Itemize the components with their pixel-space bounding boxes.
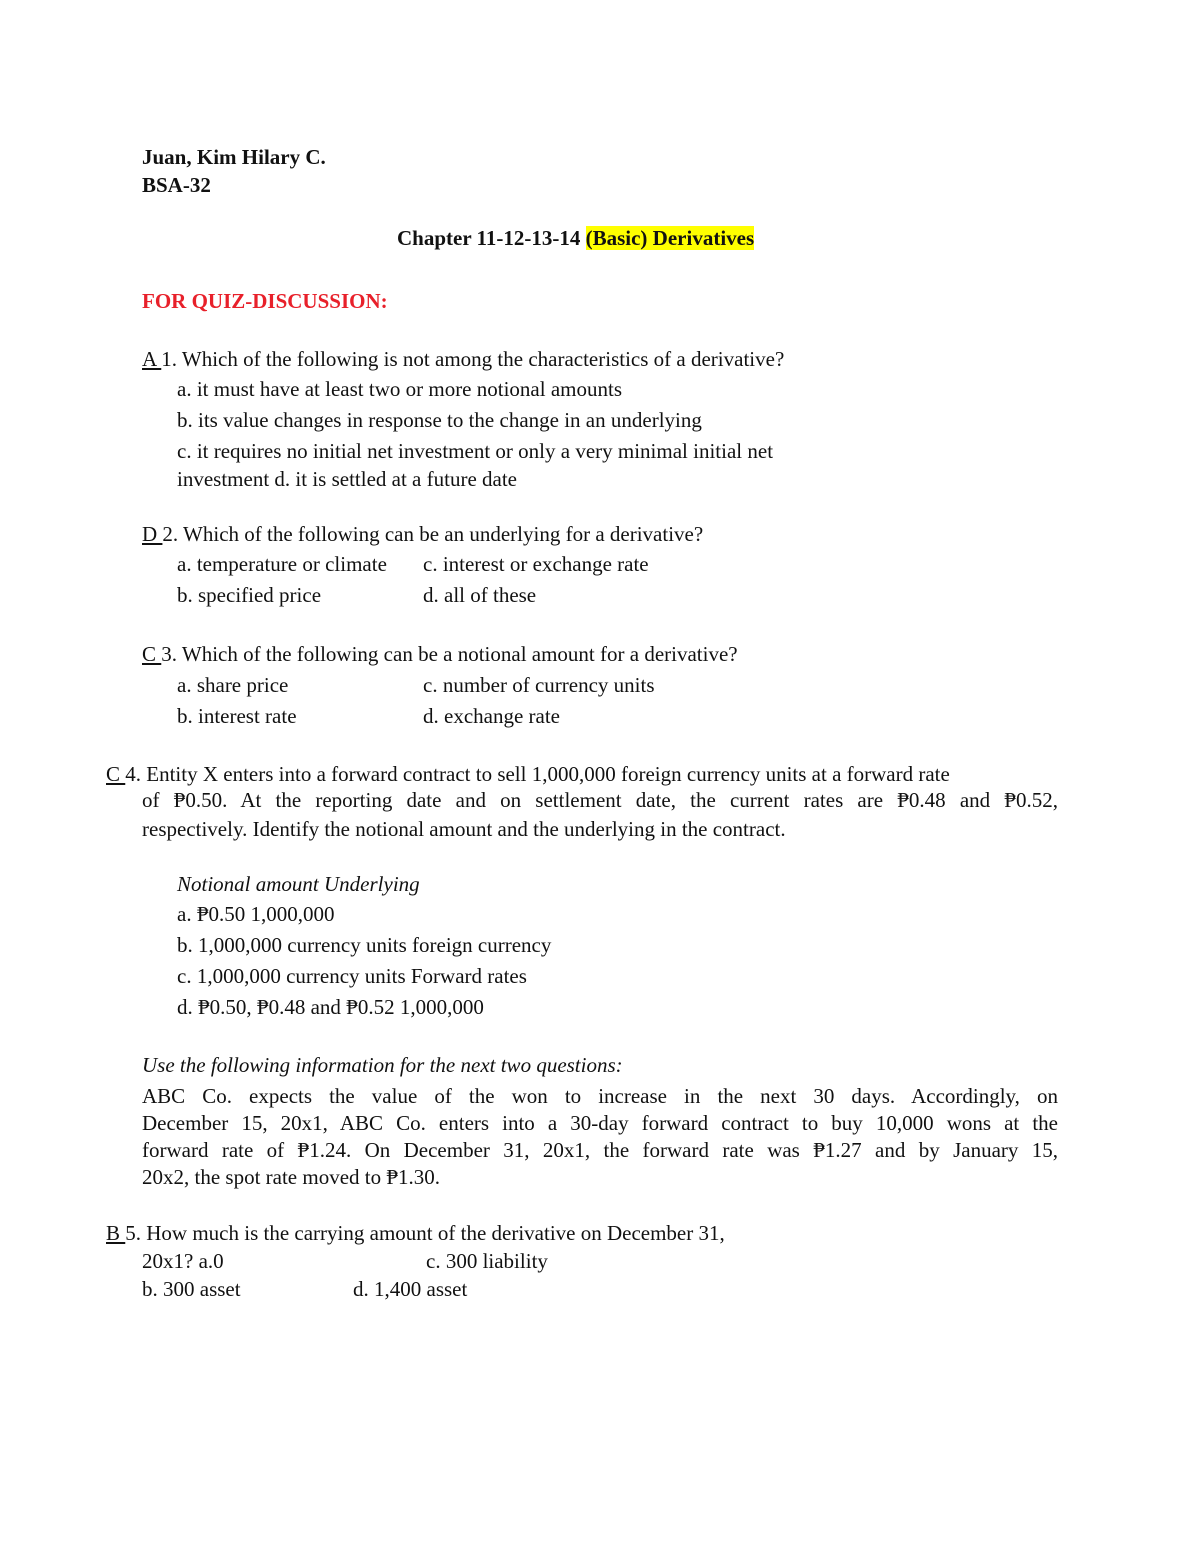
info-line-2: December 15, 20x1, ABC Co. enters into a 30-day forward contract to buy 10,000 wons at the xyxy=(142,1111,1058,1135)
title-highlight: (Basic) Derivatives xyxy=(585,226,755,250)
q1-option-a: a. it must have at least two or more notional amounts xyxy=(177,377,622,401)
q1-option-c-d: investment d. it is settled at a future date xyxy=(177,467,517,491)
answer-mark: D xyxy=(142,522,163,546)
student-name: Juan, Kim Hilary C. xyxy=(142,145,326,169)
q1-option-b: b. its value changes in response to the change in an underlying xyxy=(177,408,702,432)
info-line-1: ABC Co. expects the value of the won to increase in the next 30 days. Accordingly, on xyxy=(142,1084,1058,1108)
question-stem: 3. Which of the following can be a notional amount for a derivative? xyxy=(161,642,738,666)
q5-option-d: d. 1,400 asset xyxy=(353,1277,468,1301)
q4-stem-line-2: of ₱0.50. At the reporting date and on settlement date, the current rates are ₱0.48 and ₱0.52, xyxy=(142,788,1058,812)
q4-table-header: Notional amount Underlying xyxy=(177,872,420,896)
q3-option-b: b. interest rate xyxy=(177,704,297,728)
title-prefix: Chapter 11-12-13-14 xyxy=(397,226,586,250)
question-stem: 4. Entity X enters into a forward contract to sell 1,000,000 foreign currency units at a forward rate xyxy=(125,762,950,786)
q4-option-b: b. 1,000,000 currency units foreign currency xyxy=(177,933,552,957)
q4-stem-line-3: respectively. Identify the notional amount and the underlying in the contract. xyxy=(142,817,786,841)
q5-option-b: b. 300 asset xyxy=(142,1277,241,1301)
page-title xyxy=(397,225,754,251)
answer-mark: A xyxy=(142,347,162,371)
q2-option-d: d. all of these xyxy=(423,583,537,607)
question-stem: 1. Which of the following is not among the characteristics of a derivative? xyxy=(161,347,785,371)
q4-option-a: a. ₱0.50 1,000,000 xyxy=(177,902,335,926)
question-4 xyxy=(106,761,1058,787)
question-5 xyxy=(106,1220,725,1246)
answer-mark: B xyxy=(106,1221,126,1245)
quiz-heading: FOR QUIZ-DISCUSSION: xyxy=(142,289,388,313)
q3-option-c: c. number of currency units xyxy=(423,673,655,697)
q2-option-b: b. specified price xyxy=(177,583,322,607)
question-3 xyxy=(142,641,738,667)
q4-option-c: c. 1,000,000 currency units Forward rates xyxy=(177,964,527,988)
q2-option-c: c. interest or exchange rate xyxy=(423,552,649,576)
q2-option-a: a. temperature or climate xyxy=(177,552,387,576)
info-line-4: 20x2, the spot rate moved to ₱1.30. xyxy=(142,1165,441,1189)
question-stem: 2. Which of the following can be an underlying for a derivative? xyxy=(162,522,704,546)
question-1 xyxy=(142,346,784,372)
q1-option-c: c. it requires no initial net investment or only a very minimal initial net xyxy=(177,439,774,463)
q5-stem-line-2: 20x1? a.0 xyxy=(142,1249,224,1273)
q3-option-d: d. exchange rate xyxy=(423,704,561,728)
info-heading: Use the following information for the next two questions: xyxy=(142,1053,623,1077)
q3-option-a: a. share price xyxy=(177,673,289,697)
answer-mark: C xyxy=(142,642,162,666)
student-section: BSA-32 xyxy=(142,173,211,197)
q5-option-c: c. 300 liability xyxy=(426,1249,548,1273)
answer-mark: C xyxy=(106,762,126,786)
question-stem: 5. How much is the carrying amount of the derivative on December 31, xyxy=(125,1221,725,1245)
q4-option-d: d. ₱0.50, ₱0.48 and ₱0.52 1,000,000 xyxy=(177,995,484,1019)
question-2 xyxy=(142,521,703,547)
info-line-3: forward rate of ₱1.24. On December 31, 20x1, the forward rate was ₱1.27 and by January 15, xyxy=(142,1138,1058,1162)
